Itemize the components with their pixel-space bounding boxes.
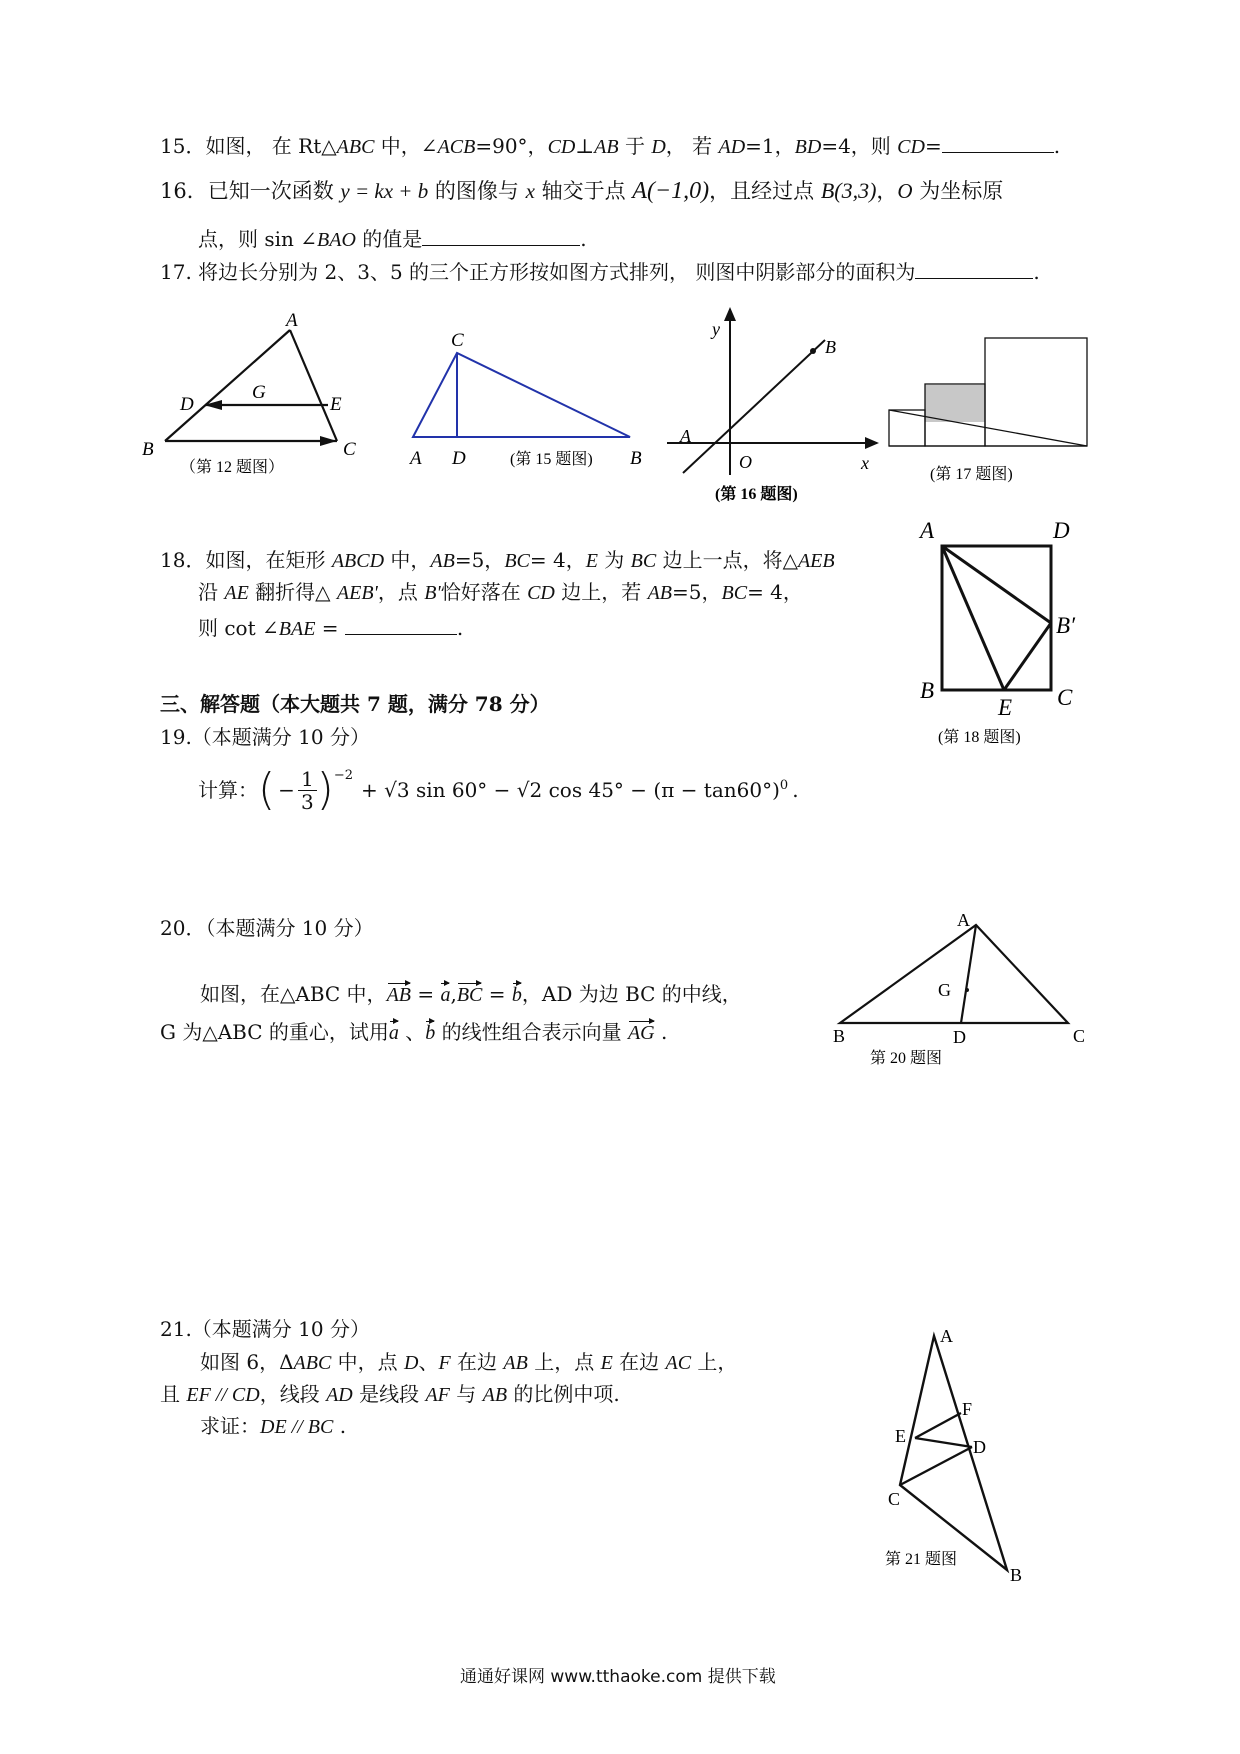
fig12-line-ab bbox=[165, 330, 290, 441]
section-3-heading: 三、解答题（本大题共 7 题，满分 78 分） bbox=[160, 692, 550, 716]
fig20-median-ad bbox=[961, 925, 976, 1023]
question-16-line-1: 16．已知一次函数 y = kx + b 的图像与 x 轴交于点 A(−1,0)，且经过点 B(3,3)，O 为坐标原 bbox=[160, 178, 1004, 204]
fig15-triangle bbox=[413, 353, 630, 437]
fig15-label-d: D bbox=[452, 448, 466, 469]
fig21-caption: 第 21 题图 bbox=[885, 1551, 958, 1568]
fig16-caption: (第 16 题图) bbox=[715, 486, 798, 503]
fig20-label-c: C bbox=[1073, 1026, 1086, 1046]
answer-blank-16[interactable] bbox=[422, 225, 580, 246]
fig20-label-b: B bbox=[833, 1026, 846, 1046]
fig21-label-c: C bbox=[888, 1489, 901, 1509]
fig12-caption: （第 12 题图） bbox=[180, 459, 285, 476]
question-18-line-3: 则 cot ∠BAE = . bbox=[198, 616, 464, 640]
fig16-y-arrow bbox=[724, 307, 736, 321]
question-21-line-1: 如图 6，ΔABC 中，点 D、F 在边 AB 上，点 E 在边 AC 上， bbox=[200, 1350, 738, 1374]
question-20-line-2: G 为△ABC 的重心，试用a 、b 的线性组合表示向量 AG . bbox=[160, 1018, 667, 1047]
question-20-header: 20．（本题满分 10 分） bbox=[160, 916, 374, 940]
fig16-point-b bbox=[810, 348, 816, 354]
figure-20 bbox=[830, 905, 1090, 1075]
fig20-label-g: G bbox=[938, 980, 951, 1000]
fig21-triangle bbox=[900, 1336, 1007, 1570]
figure-12 bbox=[140, 310, 370, 476]
question-18-line-2: 沿 AE 翻折得△ AEB'，点 B'恰好落在 CD 边上，若 AB=5，BC= 4， bbox=[198, 580, 803, 604]
fig17-caption: (第 17 题图) bbox=[930, 466, 1013, 483]
fig15-label-a: A bbox=[410, 448, 422, 469]
answer-blank-18[interactable] bbox=[345, 614, 457, 635]
fig21-line-ed bbox=[915, 1438, 972, 1447]
fig18-label-b: B bbox=[920, 678, 935, 703]
fig20-triangle bbox=[840, 925, 1068, 1023]
fig21-line-ef bbox=[915, 1413, 961, 1438]
question-21-line-3: 求证：DE // BC . bbox=[200, 1414, 347, 1438]
fig12-label-a: A bbox=[286, 310, 298, 331]
fig21-label-e: E bbox=[895, 1426, 906, 1446]
fig21-label-f: F bbox=[962, 1399, 973, 1419]
fig18-rectangle bbox=[942, 546, 1051, 690]
question-16-line-2: 点，则 sin ∠BAO 的值是 . bbox=[198, 227, 587, 251]
fig20-point-g bbox=[965, 988, 969, 992]
answer-blank-15[interactable] bbox=[942, 132, 1054, 153]
fig20-label-a: A bbox=[957, 910, 970, 930]
answer-blank-17[interactable] bbox=[915, 258, 1033, 279]
fraction-one-third: $\frac{1}{3}$ bbox=[298, 768, 317, 813]
fig16-label-b: B bbox=[825, 337, 836, 357]
question-17: 17. 将边长分别为 2、3、5 的三个正方形按如图方式排列， 则图中阴影部分的面积为 . bbox=[160, 260, 1040, 284]
fig12-label-c: C bbox=[343, 439, 356, 460]
question-15: 15．如图， 在 Rt△ABC 中，∠ACB=90°，CD⊥AB 于 D， 若 AD=1，BD=4，则 CD= . bbox=[160, 134, 1061, 158]
fig21-label-d: D bbox=[973, 1437, 986, 1457]
fig16-label-a: A bbox=[680, 426, 691, 446]
fig18-caption: (第 18 题图) bbox=[938, 729, 1021, 746]
fig18-line-eb2 bbox=[1004, 623, 1051, 690]
fig16-x-arrow bbox=[865, 437, 879, 449]
fig12-label-b: B bbox=[142, 439, 154, 460]
fig16-label-y: y bbox=[712, 319, 720, 339]
question-18-line-1: 18．如图，在矩形 ABCD 中，AB=5，BC= 4，E 为 BC 边上一点，将△AEB bbox=[160, 548, 835, 572]
fig12-line-ac bbox=[290, 330, 337, 441]
fig12-arrow-d bbox=[204, 400, 222, 410]
figure-21 bbox=[870, 1320, 1070, 1585]
fig18-label-b2: B′ bbox=[1056, 613, 1076, 638]
fig16-line bbox=[683, 340, 825, 473]
question-19-expression: 计算： ( − $\frac{1}{3}$ ) −2 + √3 sin 60° − √2 cos 45° − (π − tan60°) 0 . bbox=[198, 764, 799, 815]
fig15-label-c: C bbox=[451, 330, 464, 351]
fig18-label-e: E bbox=[998, 695, 1013, 720]
fig16-label-x: x bbox=[861, 453, 869, 473]
question-21-line-2: 且 EF // CD，线段 AD 是线段 AF 与 AB 的比例中项. bbox=[160, 1382, 620, 1406]
fig21-line-cd bbox=[900, 1447, 972, 1485]
fig21-label-a: A bbox=[940, 1326, 953, 1346]
fig20-label-d: D bbox=[953, 1027, 966, 1047]
page-footer: 通通好课网 www.tthaoke.com 提供下载 bbox=[460, 1667, 776, 1687]
fig12-label-d: D bbox=[180, 394, 194, 415]
fig15-caption: (第 15 题图) bbox=[510, 451, 593, 468]
fig18-label-d: D bbox=[1053, 518, 1070, 543]
figure-15 bbox=[405, 330, 665, 470]
fig18-label-a: A bbox=[920, 518, 935, 543]
fig17-diagonal bbox=[889, 410, 1087, 446]
fig12-label-g: G bbox=[252, 382, 266, 403]
fig12-label-e: E bbox=[330, 394, 342, 415]
figure-16 bbox=[665, 305, 895, 505]
fig15-label-b: B bbox=[630, 448, 642, 469]
question-19-header: 19.（本题满分 10 分） bbox=[160, 725, 370, 749]
fig20-caption: 第 20 题图 bbox=[870, 1050, 943, 1067]
figure-17 bbox=[885, 330, 1115, 490]
question-21-header: 21.（本题满分 10 分） bbox=[160, 1317, 370, 1341]
question-20-line-1: 如图，在△ABC 中，AB = a,BC = b，AD 为边 BC 的中线， bbox=[200, 980, 742, 1009]
fig21-label-b: B bbox=[1010, 1565, 1023, 1585]
fig16-label-o: O bbox=[739, 452, 752, 472]
fig18-label-c: C bbox=[1057, 685, 1073, 710]
fig17-shaded bbox=[925, 385, 985, 422]
figure-18 bbox=[910, 515, 1110, 755]
